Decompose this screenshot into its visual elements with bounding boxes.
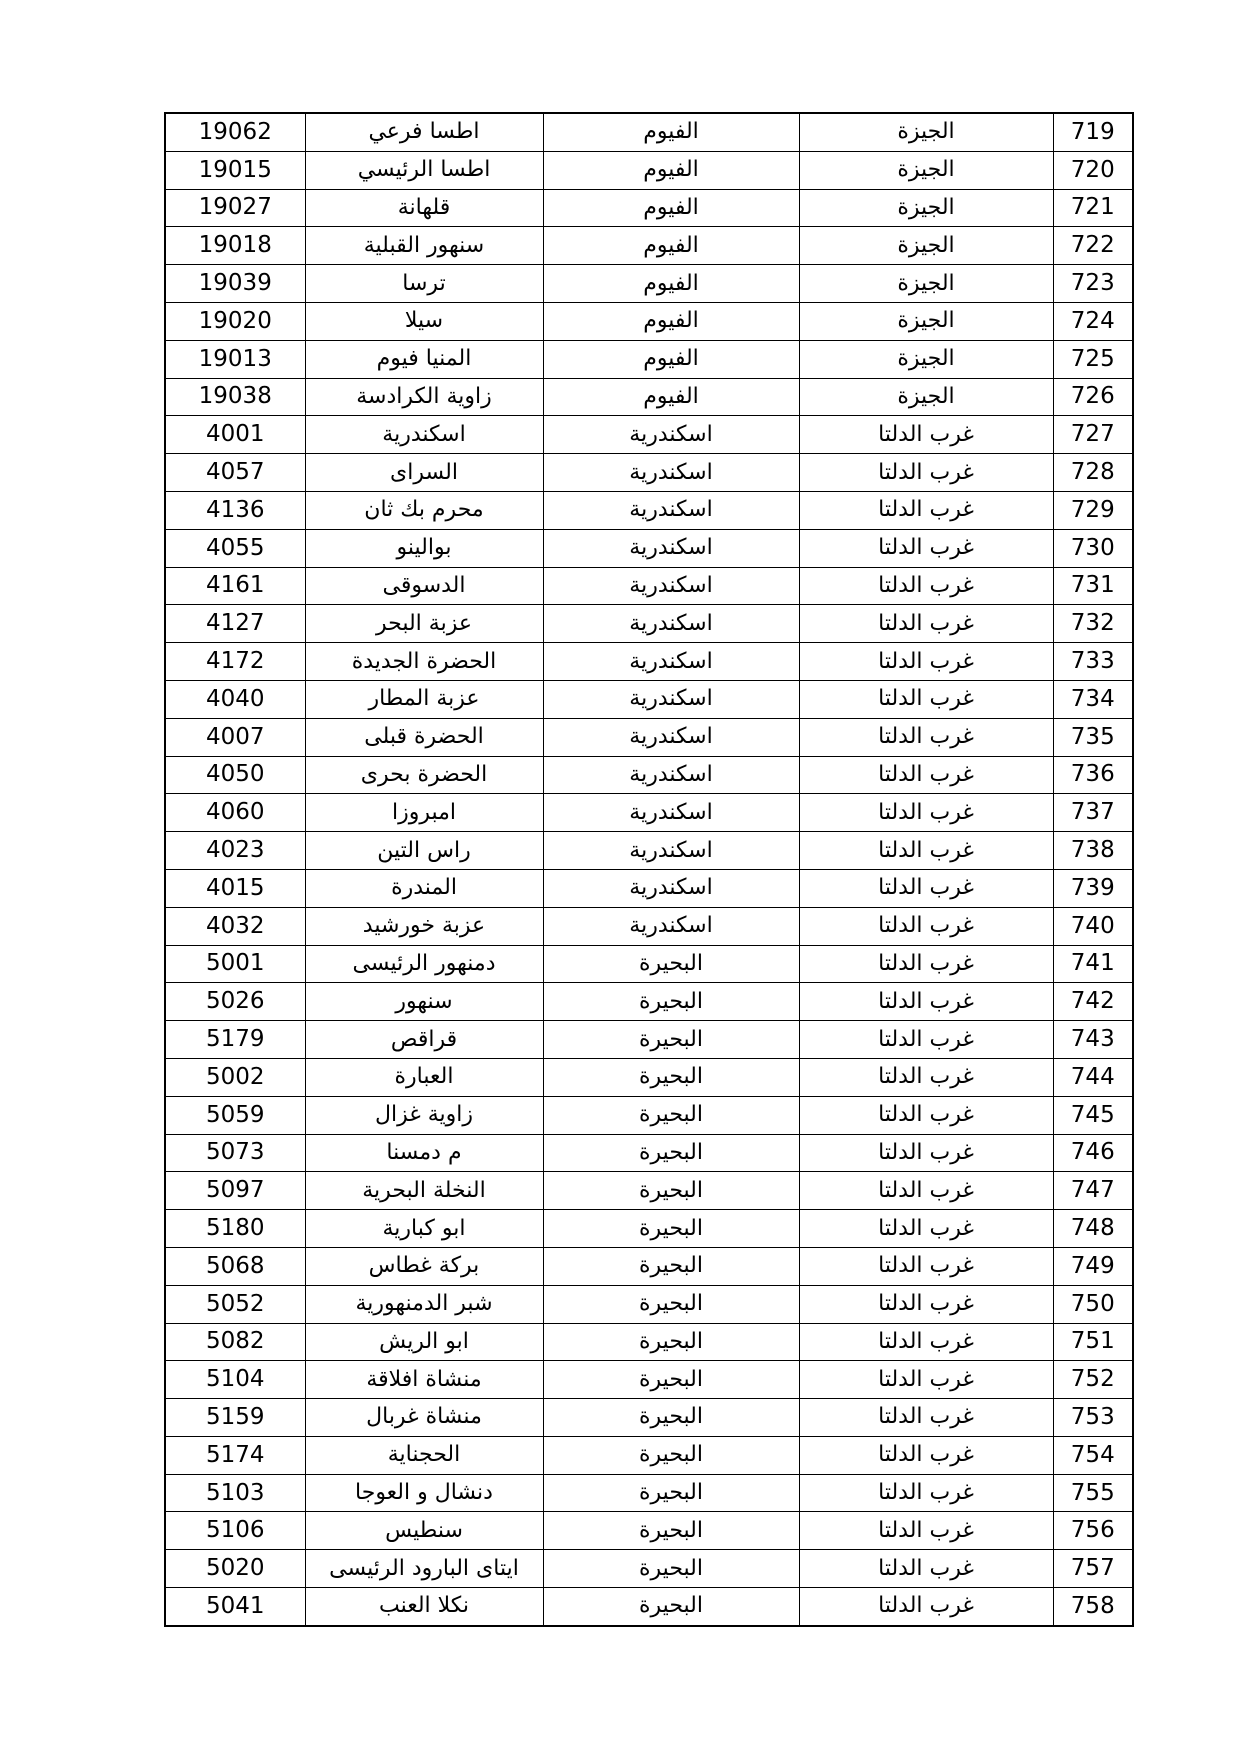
cell-region: غرب الدلتا [799,1096,1053,1134]
table-row [165,832,1133,870]
cell-code: 5001 [165,945,305,983]
cell-governorate: اسكندرية [543,605,799,643]
table-row [165,869,1133,907]
cell-governorate: اسكندرية [543,643,799,681]
cell-row-number: 755 [1053,1474,1133,1512]
cell-row-number: 732 [1053,605,1133,643]
cell-governorate: البحيرة [543,1436,799,1474]
cell-code: 4055 [165,529,305,567]
cell-branch-name: منشاة غربال [305,1399,543,1437]
cell-row-number: 731 [1053,567,1133,605]
cell-row-number: 730 [1053,529,1133,567]
cell-governorate: البحيرة [543,945,799,983]
cell-governorate: البحيرة [543,1361,799,1399]
cell-governorate: اسكندرية [543,718,799,756]
cell-governorate: اسكندرية [543,454,799,492]
cell-code: 19018 [165,227,305,265]
table-row [165,605,1133,643]
cell-row-number: 758 [1053,1588,1133,1626]
cell-region: غرب الدلتا [799,1172,1053,1210]
cell-code: 5020 [165,1550,305,1588]
cell-branch-name: شبر الدمنهورية [305,1285,543,1323]
cell-row-number: 733 [1053,643,1133,681]
cell-code: 4032 [165,907,305,945]
table-row [165,265,1133,303]
cell-region: غرب الدلتا [799,907,1053,945]
cell-region: الجيزة [799,189,1053,227]
cell-branch-name: الحجناية [305,1436,543,1474]
cell-region: الجيزة [799,151,1053,189]
cell-code: 19039 [165,265,305,303]
cell-region: غرب الدلتا [799,643,1053,681]
cell-governorate: البحيرة [543,983,799,1021]
cell-governorate: اسكندرية [543,907,799,945]
table-row [165,529,1133,567]
cell-row-number: 722 [1053,227,1133,265]
table-row [165,1399,1133,1437]
cell-row-number: 728 [1053,454,1133,492]
table-row [165,1588,1133,1626]
cell-branch-name: سنهور القبلية [305,227,543,265]
cell-branch-name: سيلا [305,302,543,340]
cell-code: 4136 [165,491,305,529]
cell-code: 19013 [165,340,305,378]
cell-branch-name: الدسوقى [305,567,543,605]
cell-row-number: 734 [1053,680,1133,718]
cell-row-number: 723 [1053,265,1133,303]
cell-code: 5052 [165,1285,305,1323]
cell-governorate: البحيرة [543,1399,799,1437]
cell-region: غرب الدلتا [799,680,1053,718]
cell-code: 19027 [165,189,305,227]
cell-row-number: 757 [1053,1550,1133,1588]
cell-branch-name: عزبة خورشيد [305,907,543,945]
cell-region: الجيزة [799,302,1053,340]
cell-row-number: 719 [1053,113,1133,151]
cell-row-number: 747 [1053,1172,1133,1210]
cell-row-number: 737 [1053,794,1133,832]
cell-code: 5103 [165,1474,305,1512]
cell-branch-name: عزبة المطار [305,680,543,718]
cell-governorate: البحيرة [543,1134,799,1172]
cell-row-number: 750 [1053,1285,1133,1323]
cell-code: 19038 [165,378,305,416]
cell-row-number: 741 [1053,945,1133,983]
cell-branch-name: سنهور [305,983,543,1021]
table-row [165,189,1133,227]
cell-row-number: 721 [1053,189,1133,227]
branch-table [164,112,1134,1627]
cell-branch-name: العبارة [305,1058,543,1096]
cell-region: غرب الدلتا [799,1361,1053,1399]
cell-region: غرب الدلتا [799,832,1053,870]
table-body [165,113,1133,1626]
cell-governorate: البحيرة [543,1058,799,1096]
table-row [165,794,1133,832]
table-row [165,151,1133,189]
cell-branch-name: بوالينو [305,529,543,567]
cell-governorate: اسكندرية [543,529,799,567]
cell-row-number: 725 [1053,340,1133,378]
cell-governorate: الفيوم [543,265,799,303]
table-row [165,416,1133,454]
cell-branch-name: ترسا [305,265,543,303]
cell-governorate: الفيوم [543,340,799,378]
cell-row-number: 744 [1053,1058,1133,1096]
cell-row-number: 738 [1053,832,1133,870]
cell-branch-name: م دمسنا [305,1134,543,1172]
cell-code: 5179 [165,1021,305,1059]
cell-region: غرب الدلتا [799,869,1053,907]
cell-branch-name: الحضرة الجديدة [305,643,543,681]
cell-row-number: 754 [1053,1436,1133,1474]
cell-region: الجيزة [799,227,1053,265]
cell-code: 4007 [165,718,305,756]
cell-code: 5068 [165,1247,305,1285]
cell-code: 5073 [165,1134,305,1172]
cell-code: 4127 [165,605,305,643]
cell-branch-name: منشاة افلاقة [305,1361,543,1399]
cell-governorate: البحيرة [543,1096,799,1134]
table-row [165,1285,1133,1323]
cell-governorate: اسكندرية [543,832,799,870]
table-row [165,643,1133,681]
cell-region: غرب الدلتا [799,756,1053,794]
cell-row-number: 742 [1053,983,1133,1021]
table-row [165,983,1133,1021]
cell-governorate: البحيرة [543,1247,799,1285]
cell-region: الجيزة [799,265,1053,303]
cell-region: الجيزة [799,340,1053,378]
table-row [165,1096,1133,1134]
cell-branch-name: المنيا فيوم [305,340,543,378]
cell-row-number: 753 [1053,1399,1133,1437]
cell-region: الجيزة [799,378,1053,416]
cell-row-number: 752 [1053,1361,1133,1399]
cell-code: 5041 [165,1588,305,1626]
cell-governorate: الفيوم [543,227,799,265]
cell-branch-name: النخلة البحرية [305,1172,543,1210]
cell-code: 5059 [165,1096,305,1134]
cell-code: 4161 [165,567,305,605]
table-row [165,1172,1133,1210]
cell-region: غرب الدلتا [799,1021,1053,1059]
cell-governorate: الفيوم [543,302,799,340]
cell-branch-name: ابو كبارية [305,1210,543,1248]
cell-branch-name: راس التين [305,832,543,870]
cell-governorate: الفيوم [543,378,799,416]
cell-row-number: 745 [1053,1096,1133,1134]
cell-region: الجيزة [799,113,1053,151]
cell-region: غرب الدلتا [799,605,1053,643]
cell-governorate: اسكندرية [543,756,799,794]
cell-branch-name: اطسا فرعي [305,113,543,151]
cell-code: 19015 [165,151,305,189]
cell-governorate: الفيوم [543,151,799,189]
table-row [165,1134,1133,1172]
table-row [165,1210,1133,1248]
cell-governorate: البحيرة [543,1588,799,1626]
cell-row-number: 748 [1053,1210,1133,1248]
cell-region: غرب الدلتا [799,983,1053,1021]
cell-region: غرب الدلتا [799,491,1053,529]
cell-row-number: 749 [1053,1247,1133,1285]
table-row [165,1247,1133,1285]
table-row [165,1512,1133,1550]
cell-code: 5180 [165,1210,305,1248]
cell-branch-name: المندرة [305,869,543,907]
table-row [165,1474,1133,1512]
cell-branch-name: قراقص [305,1021,543,1059]
cell-row-number: 739 [1053,869,1133,907]
cell-branch-name: ابو الريش [305,1323,543,1361]
cell-row-number: 735 [1053,718,1133,756]
cell-branch-name: زاوية الكرادسة [305,378,543,416]
cell-branch-name: قلهانة [305,189,543,227]
cell-branch-name: اطسا الرئيسي [305,151,543,189]
cell-code: 5159 [165,1399,305,1437]
cell-region: غرب الدلتا [799,1323,1053,1361]
cell-region: غرب الدلتا [799,529,1053,567]
table-row [165,1021,1133,1059]
table-row [165,227,1133,265]
cell-governorate: البحيرة [543,1285,799,1323]
cell-code: 5002 [165,1058,305,1096]
cell-code: 5174 [165,1436,305,1474]
cell-region: غرب الدلتا [799,945,1053,983]
cell-governorate: اسكندرية [543,416,799,454]
cell-region: غرب الدلتا [799,1474,1053,1512]
table-row [165,491,1133,529]
cell-governorate: البحيرة [543,1210,799,1248]
table-row [165,378,1133,416]
cell-branch-name: ايتاى البارود الرئيسى [305,1550,543,1588]
cell-governorate: البحيرة [543,1021,799,1059]
cell-governorate: البحيرة [543,1550,799,1588]
cell-region: غرب الدلتا [799,454,1053,492]
table-row [165,1058,1133,1096]
cell-branch-name: الحضرة بحرى [305,756,543,794]
cell-row-number: 740 [1053,907,1133,945]
table-row [165,1361,1133,1399]
cell-region: غرب الدلتا [799,416,1053,454]
cell-region: غرب الدلتا [799,1550,1053,1588]
cell-region: غرب الدلتا [799,567,1053,605]
cell-row-number: 751 [1053,1323,1133,1361]
cell-code: 19062 [165,113,305,151]
table-row [165,113,1133,151]
cell-governorate: البحيرة [543,1512,799,1550]
cell-region: غرب الدلتا [799,1134,1053,1172]
cell-branch-name: دنشال و العوجا [305,1474,543,1512]
cell-governorate: البحيرة [543,1474,799,1512]
cell-code: 5082 [165,1323,305,1361]
cell-governorate: اسكندرية [543,869,799,907]
cell-code: 4172 [165,643,305,681]
table-row [165,1550,1133,1588]
cell-code: 4050 [165,756,305,794]
cell-row-number: 736 [1053,756,1133,794]
table-row [165,718,1133,756]
cell-branch-name: نكلا العنب [305,1588,543,1626]
cell-governorate: اسكندرية [543,680,799,718]
table-row [165,302,1133,340]
cell-region: غرب الدلتا [799,794,1053,832]
cell-branch-name: السراى [305,454,543,492]
cell-code: 4060 [165,794,305,832]
cell-code: 19020 [165,302,305,340]
cell-branch-name: امبروزا [305,794,543,832]
table-row [165,680,1133,718]
table-row [165,340,1133,378]
cell-region: غرب الدلتا [799,1058,1053,1096]
cell-row-number: 746 [1053,1134,1133,1172]
cell-code: 4040 [165,680,305,718]
cell-branch-name: بركة غطاس [305,1247,543,1285]
cell-region: غرب الدلتا [799,1399,1053,1437]
cell-governorate: اسكندرية [543,491,799,529]
table-row [165,567,1133,605]
cell-row-number: 729 [1053,491,1133,529]
table-row [165,756,1133,794]
cell-region: غرب الدلتا [799,1285,1053,1323]
cell-code: 5106 [165,1512,305,1550]
cell-row-number: 743 [1053,1021,1133,1059]
cell-row-number: 724 [1053,302,1133,340]
table-row [165,945,1133,983]
cell-governorate: الفيوم [543,113,799,151]
cell-code: 5104 [165,1361,305,1399]
cell-governorate: اسكندرية [543,567,799,605]
cell-code: 5026 [165,983,305,1021]
table-row [165,1436,1133,1474]
cell-row-number: 727 [1053,416,1133,454]
cell-region: غرب الدلتا [799,1436,1053,1474]
cell-branch-name: اسكندرية [305,416,543,454]
cell-branch-name: عزبة البحر [305,605,543,643]
cell-region: غرب الدلتا [799,1247,1053,1285]
cell-governorate: البحيرة [543,1172,799,1210]
cell-region: غرب الدلتا [799,1588,1053,1626]
cell-branch-name: دمنهور الرئيسى [305,945,543,983]
table-row [165,454,1133,492]
cell-governorate: البحيرة [543,1323,799,1361]
cell-row-number: 756 [1053,1512,1133,1550]
cell-code: 4015 [165,869,305,907]
cell-branch-name: سنطيس [305,1512,543,1550]
cell-governorate: اسكندرية [543,794,799,832]
cell-branch-name: زاوية غزال [305,1096,543,1134]
cell-code: 4001 [165,416,305,454]
cell-region: غرب الدلتا [799,1210,1053,1248]
cell-code: 4023 [165,832,305,870]
cell-branch-name: محرم بك ثان [305,491,543,529]
table-row [165,1323,1133,1361]
cell-region: غرب الدلتا [799,718,1053,756]
cell-branch-name: الحضرة قبلى [305,718,543,756]
cell-region: غرب الدلتا [799,1512,1053,1550]
cell-row-number: 726 [1053,378,1133,416]
cell-code: 5097 [165,1172,305,1210]
table-row [165,907,1133,945]
cell-code: 4057 [165,454,305,492]
cell-governorate: الفيوم [543,189,799,227]
cell-row-number: 720 [1053,151,1133,189]
